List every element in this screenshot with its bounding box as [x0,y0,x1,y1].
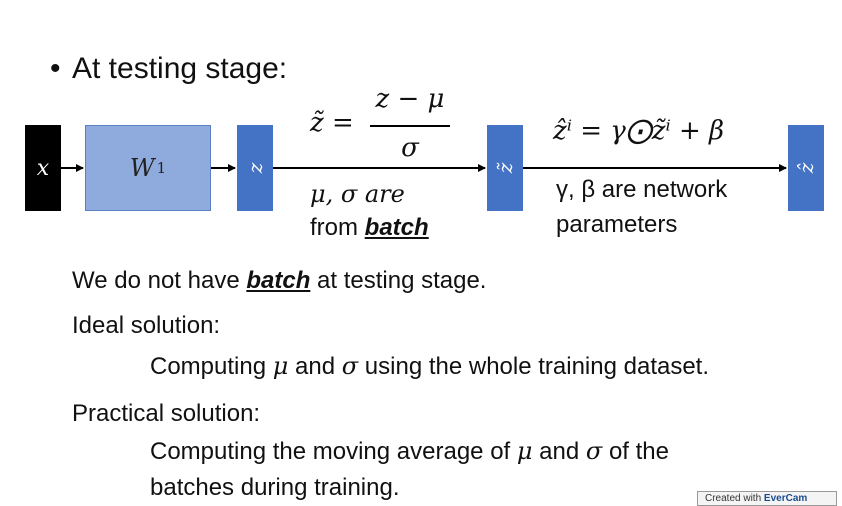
ideal-body [150,352,709,381]
evercam-watermark [697,491,837,506]
input-x-label: x [36,155,50,181]
weight-superscript: 1 [156,159,167,177]
practical-body-line2: batches during training. [150,474,400,501]
ideal-mu: μ [272,352,289,380]
practical-part3: of the [602,438,669,465]
z-vector-label: z [243,162,267,174]
ideal-body-part2: and [288,353,342,380]
bullet-marker: • [50,52,61,85]
norm-formula-numerator: z − μ [375,84,445,114]
practical-part2: and [532,438,586,465]
no-batch-prefix: We do not have [72,267,247,294]
practical-body-line1 [150,437,669,466]
practical-mu: μ [516,437,533,465]
norm-formula-denominator: σ [401,133,419,163]
watermark-brand: EverCam [763,493,808,504]
ideal-body-part1: Computing [150,353,273,380]
norm-caption-batch: batch [364,214,429,241]
scale-caption-line2: parameters [556,211,678,238]
no-batch-statement [72,267,486,295]
ztilde-vector-label: z̃ [493,162,517,174]
ideal-heading: Ideal solution: [72,312,221,339]
watermark-prefix: Created with [705,493,764,504]
zhat-vector-label: ẑ [794,162,818,174]
norm-formula-lhs: z̃ = [310,108,354,138]
ideal-sigma: σ [341,352,359,380]
scale-shift-formula: ẑⁱ = γ⨀z̃ⁱ + β [553,116,725,146]
no-batch-emph: batch [246,267,311,294]
ideal-body-part3: using the whole training dataset. [358,353,710,380]
norm-caption-line2 [310,214,429,242]
scale-caption-line1: γ, β are network [556,176,728,203]
norm-caption-mu-sigma: μ, σ are [310,180,405,208]
norm-caption-line1 [310,180,405,209]
practical-heading: Practical solution: [72,400,261,427]
weight-label: W [129,154,155,182]
practical-part1: Computing the moving average of [150,438,517,465]
slide-title-text: At testing stage: [72,52,288,85]
practical-sigma: σ [585,437,603,465]
norm-caption-from: from [310,214,365,241]
no-batch-suffix: at testing stage. [310,267,487,294]
